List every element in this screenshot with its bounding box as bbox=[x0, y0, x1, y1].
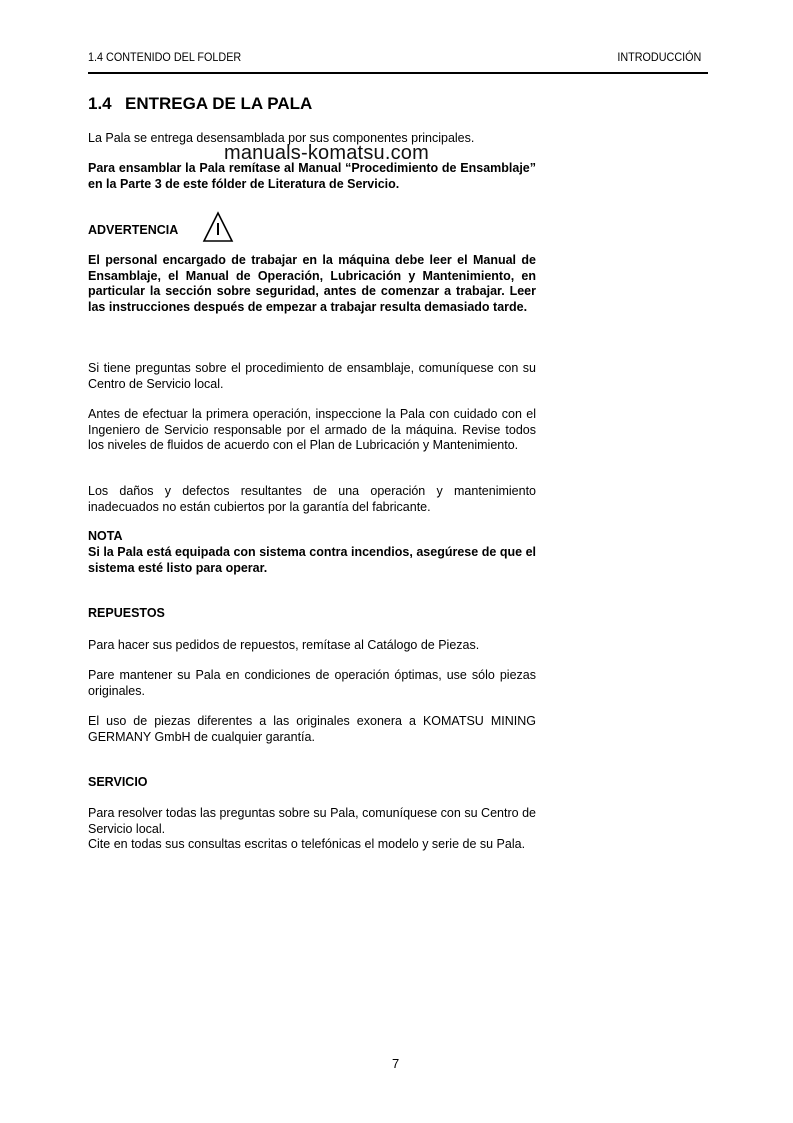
intro-paragraph-2: Para ensamblar la Pala remítase al Manual “Procedimiento de Ensamblaje” en la Parte 3 de este fólder de Literatura de Servicio. bbox=[88, 161, 536, 191]
watermark: manuals-komatsu.com bbox=[224, 142, 429, 164]
warning-text: El personal encargado de trabajar en la máquina debe leer el Manual de Ensamblaje, el Manual de Operación, Lubricación y Mantenimiento, en particular la sección sobre seguridad, antes de comenzar a trabajar. Leer las instrucciones después de empezar a trabajar resulta demasiado tarde. bbox=[88, 253, 536, 314]
note-heading: NOTA bbox=[88, 529, 123, 543]
body-paragraph-2: Antes de efectuar la primera operación, inspeccione la Pala con cuidado con el Ingeniero de Servicio responsable por el armado de la máquina. Revise todos los niveles de fluidos de acuerdo con el Plan de Lubricación y Mantenimiento. bbox=[88, 407, 536, 452]
warning-heading: ADVERTENCIA bbox=[88, 223, 179, 237]
section-title-text: ENTREGA DE LA PALA bbox=[125, 94, 313, 113]
service-paragraph-1: Para resolver todas las preguntas sobre su Pala, comuníquese con su Centro de Servicio local. bbox=[88, 806, 536, 836]
spares-paragraph-2: Pare mantener su Pala en condiciones de operación óptimas, use sólo piezas originales. bbox=[88, 668, 536, 698]
intro-paragraph-1: La Pala se entrega desensamblada por sus componentes principales. bbox=[88, 131, 475, 145]
page-number: 7 bbox=[392, 1056, 400, 1071]
note-text: Si la Pala está equipada con sistema contra incendios, asegúrese de que el sistema esté listo para operar. bbox=[88, 545, 536, 575]
section-number: 1.4 bbox=[88, 94, 112, 113]
spares-paragraph-1: Para hacer sus pedidos de repuestos, remítase al Catálogo de Piezas. bbox=[88, 638, 480, 652]
header-chapter-label: INTRODUCCIÓN bbox=[617, 50, 701, 64]
header-section-label: 1.4 CONTENIDO DEL FOLDER bbox=[88, 50, 242, 64]
body-paragraph-3: Los daños y defectos resultantes de una operación y mantenimiento inadecuados no están cubiertos por la garantía del fabricante. bbox=[88, 484, 536, 514]
service-paragraph-2: Cite en todas sus consultas escritas o telefónicas el modelo y serie de su Pala. bbox=[88, 837, 526, 851]
spares-heading: REPUESTOS bbox=[88, 606, 165, 620]
spares-paragraph-3: El uso de piezas diferentes a las originales exonera a KOMATSU MINING GERMANY GmbH de cualquier garantía. bbox=[88, 714, 536, 744]
header-rule bbox=[88, 72, 708, 74]
service-heading: SERVICIO bbox=[88, 775, 148, 789]
warning-triangle-icon bbox=[202, 211, 234, 243]
section-title bbox=[88, 94, 312, 114]
body-paragraph-1: Si tiene preguntas sobre el procedimiento de ensamblaje, comuníquese con su Centro de Servicio local. bbox=[88, 361, 536, 391]
